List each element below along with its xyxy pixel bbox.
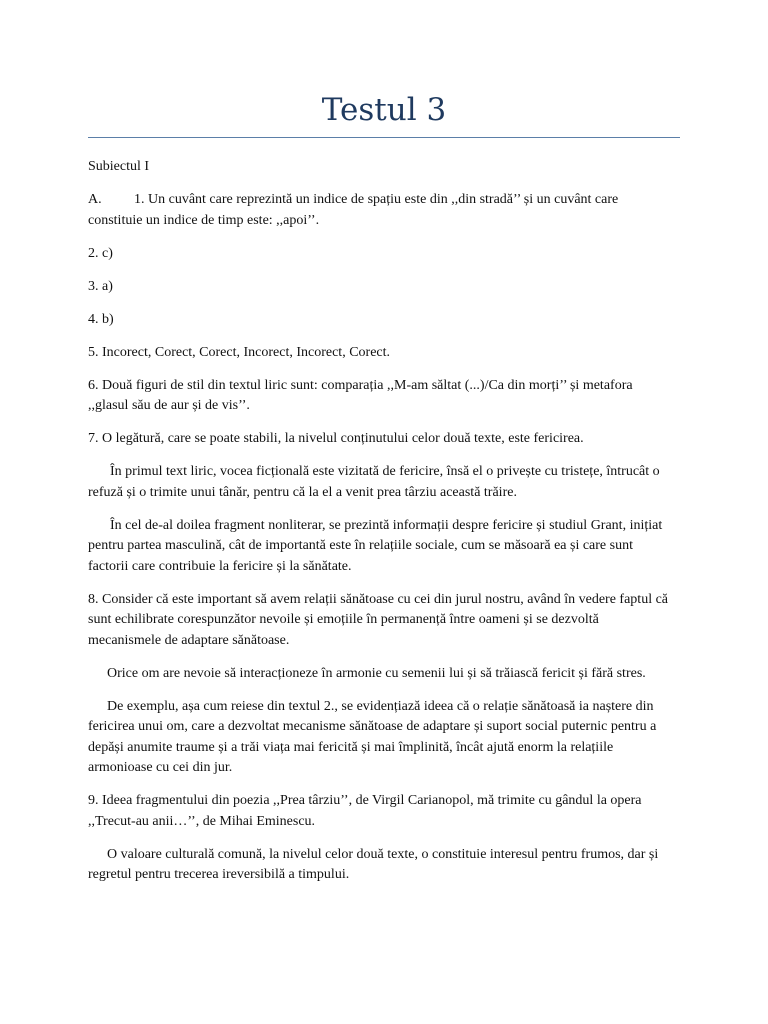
answer-9-paragraph-1: O valoare culturală comună, la nivelul celor două texte, o constituie interesul pentru frumos, dar și regretul pentru trecerea ireversibilă a timpului. [88, 846, 659, 882]
answer-8-paragraph-1: Orice om are nevoie să interacționeze în armonie cu semenii lui și să trăiască fericit și fără stres. [107, 665, 646, 681]
answer-1-text: 1. Un cuvânt care reprezintă un indice de spațiu este din ,,din stradă’’ și un cuvânt care constituie un indice de timp este: ,,apoi’’. [88, 192, 619, 228]
page-title: Testul 3 [321, 92, 447, 128]
answer-4: 4. b) [88, 311, 114, 327]
part-a-label: A. [88, 192, 102, 207]
document-body [88, 157, 674, 898]
answer-7-paragraph-1: În primul text liric, vocea ficțională este vizitată de fericire, însă el o privește cu tristețe, întrucât o refuză și o trimite unui tânăr, pentru că la el a venit prea târziu această trăire. [88, 464, 660, 500]
answer-8: 8. Consider că este important să avem relații sănătoase cu cei din jurul nostru, având în vedere faptul că sunt echilibrate corespunzător nevoile și emoțiile în permanență între oameni și se dezvoltă mecanismele de adaptare sănătoase. [88, 591, 669, 648]
answer-9: 9. Ideea fragmentului din poezia ,,Prea târziu’’, de Virgil Carianopol, mă trimite cu gândul la opera ,,Trecut-au anii…’’, de Mihai Eminescu. [88, 793, 642, 829]
answer-2: 2. c) [88, 245, 113, 261]
title-divider [88, 137, 680, 138]
answer-6: 6. Două figuri de stil din textul liric sunt: comparația ,,M-am săltat (...)/Ca din morți’’ și metafora ,,glasul său de aur și de vis’’. [88, 377, 633, 413]
section-heading: Subiectul I [88, 159, 150, 174]
answer-3: 3. a) [88, 278, 113, 294]
answer-8-paragraph-2: De exemplu, așa cum reiese din textul 2., se evidențiază ideea că o relație sănătoasă ia naștere din fericirea unui om, care a dezvoltat mecanisme sănătoase de adaptare și suport social puternic pentru a depăși anumite traume și a trăi viața mai fericită și mai împlinită, încât ajută enorm la relațiile armonioase cu cei din jur. [88, 698, 657, 775]
answer-5: 5. Incorect, Corect, Corect, Incorect, Incorect, Corect. [88, 344, 391, 360]
answer-1 [88, 190, 674, 231]
answer-7-paragraph-2: În cel de-al doilea fragment nonliterar, se prezintă informații despre fericire și studiul Grant, inițiat pentru partea masculină, cât de importantă este în relațiile sociale, cum se măsoară ea și care sunt factorii care contribuie la fericire și la sănătate. [88, 517, 663, 574]
answer-7: 7. O legătură, care se poate stabili, la nivelul conținutului celor două texte, este fericirea. [88, 431, 584, 446]
